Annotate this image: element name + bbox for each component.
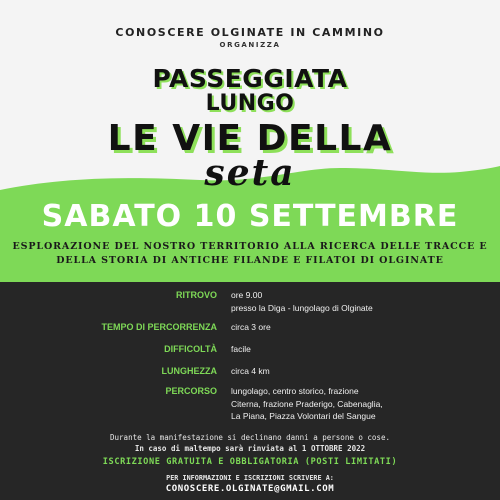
- ritrovo-label: RITROVO: [175, 290, 217, 300]
- lunghezza-label: LUNGHEZZA: [161, 366, 217, 376]
- description-line-1: ESPLORAZIONE DEL NOSTRO TERRITORIO ALLA RICERCA DELLE TRACCE E: [12, 241, 488, 252]
- contact-email[interactable]: CONOSCERE.OLGINATE@GMAIL.COM: [165, 484, 335, 494]
- contact-instructions: PER INFORMAZIONI E ISCRIZIONI SCRIVERE A:: [166, 474, 334, 482]
- event-description: [0, 240, 500, 268]
- percorso-label: PERCORSO: [165, 386, 217, 396]
- organizer-subtitle: ORGANIZZA: [219, 41, 281, 49]
- title-line-4: seta: [204, 152, 296, 194]
- lunghezza-value: circa 4 km: [231, 366, 270, 376]
- title-line-2: LUNGO: [205, 91, 295, 116]
- registration-info: ISCRIZIONE GRATUITA E OBBLIGATORIA (POSTI LIMITATI): [102, 457, 398, 467]
- percorso-value: lungolago, centro storico, frazione Citerna, frazione Praderigo, Cabenaglia, La Piana, Piazza Volontari del Sangue: [231, 386, 383, 421]
- event-date: SABATO 10 SETTEMBRE: [41, 199, 459, 234]
- title-line-3: LE VIE DELLA: [107, 118, 393, 159]
- tempo-label: TEMPO DI PERCORRENZA: [101, 322, 217, 332]
- difficolta-value: facile: [231, 344, 251, 354]
- title-line-1: PASSEGGIATA: [152, 64, 348, 93]
- notice-block: [0, 432, 500, 454]
- notice-line-1: Durante la manifestazione si declinano danni a persone o cose.: [110, 433, 390, 442]
- ritrovo-value: ore 9.00 presso la Diga - lungolago di Olginate: [231, 290, 373, 313]
- description-line-2: DELLA STORIA DI ANTICHE FILANDE E FILATOI DI OLGINATE: [56, 255, 444, 266]
- difficolta-label: DIFFICOLTÀ: [164, 344, 217, 354]
- tempo-value: circa 3 ore: [231, 322, 271, 332]
- notice-line-2: In caso di maltempo sarà rinviata al 1 OTTOBRE 2022: [134, 444, 366, 453]
- organizer-name: CONOSCERE OLGINATE IN CAMMINO: [115, 26, 385, 39]
